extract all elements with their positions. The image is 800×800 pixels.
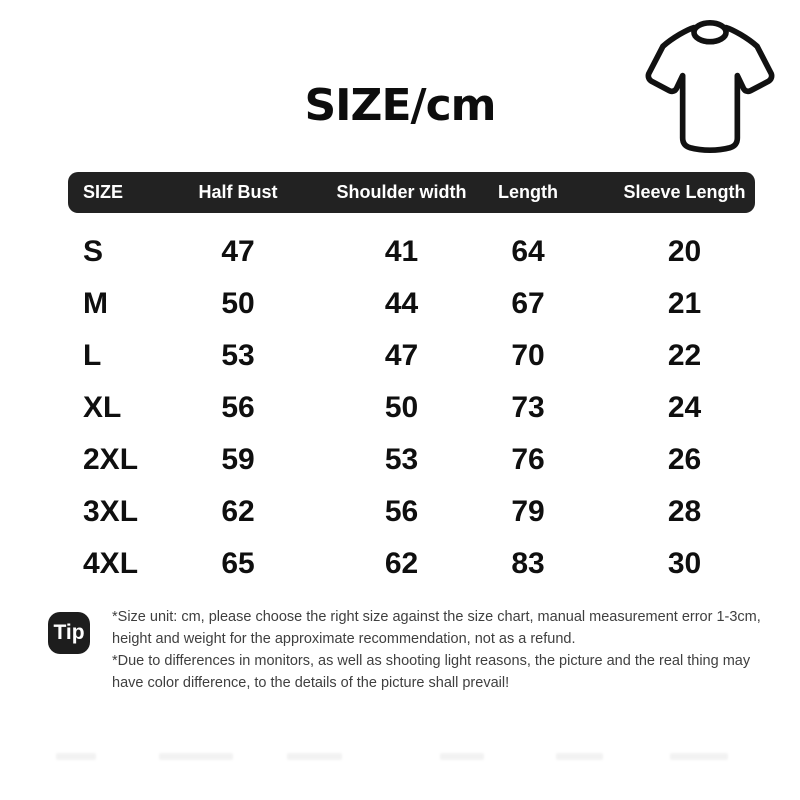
table-row bbox=[68, 486, 755, 538]
size-label: M bbox=[83, 287, 108, 320]
size-label: 2XL bbox=[83, 443, 139, 476]
tip-note-line: have color difference, to the details of the picture shall prevail! bbox=[112, 675, 510, 691]
sleeve-length-value: 20 bbox=[667, 235, 702, 268]
tip-badge bbox=[48, 612, 90, 654]
sleeve-length-value: 26 bbox=[667, 443, 702, 476]
length-value: 76 bbox=[511, 443, 545, 476]
table-header-row bbox=[68, 172, 755, 213]
half-bust-value: 65 bbox=[221, 547, 255, 580]
header-length: Length bbox=[498, 182, 558, 202]
page-title: SIZE/cm bbox=[304, 80, 496, 131]
length-value: 67 bbox=[511, 287, 545, 320]
shoulder-width-value: 44 bbox=[384, 287, 419, 320]
half-bust-value: 53 bbox=[221, 339, 255, 372]
length-value: 79 bbox=[511, 495, 545, 528]
table-row bbox=[68, 226, 755, 278]
shoulder-width-value: 41 bbox=[384, 235, 419, 268]
half-bust-value: 62 bbox=[221, 495, 255, 528]
size-label: L bbox=[83, 339, 102, 372]
half-bust-value: 59 bbox=[221, 443, 255, 476]
sleeve-length-value: 22 bbox=[667, 339, 702, 372]
faint-watermark-strip bbox=[0, 753, 800, 763]
tip-note-line: height and weight for the approximate recommendation, not as a refund. bbox=[112, 631, 576, 647]
length-value: 64 bbox=[511, 235, 545, 268]
sleeve-length-value: 24 bbox=[667, 391, 702, 424]
half-bust-value: 50 bbox=[221, 287, 255, 320]
length-value: 73 bbox=[511, 391, 545, 424]
tip-badge-label: Tip bbox=[53, 621, 85, 644]
tip-note-line: *Due to differences in monitors, as well as shooting light reasons, the picture and the real thing may bbox=[112, 653, 751, 669]
tshirt-icon bbox=[644, 12, 776, 160]
table-row bbox=[68, 330, 755, 382]
size-label: 3XL bbox=[83, 495, 139, 528]
header-size: SIZE bbox=[83, 182, 124, 202]
sleeve-length-value: 21 bbox=[667, 287, 702, 320]
size-label: XL bbox=[83, 391, 122, 424]
table-body bbox=[68, 226, 755, 590]
shoulder-width-value: 50 bbox=[384, 391, 419, 424]
length-value: 70 bbox=[511, 339, 545, 372]
size-table bbox=[68, 172, 755, 590]
shoulder-width-value: 53 bbox=[384, 443, 419, 476]
size-label: 4XL bbox=[83, 547, 139, 580]
size-label: S bbox=[83, 235, 104, 268]
tip-notes bbox=[112, 606, 764, 694]
header-shoulder-width: Shoulder width bbox=[336, 182, 467, 202]
length-value: 83 bbox=[511, 547, 545, 580]
table-row bbox=[68, 538, 755, 590]
tip-note-line: *Size unit: cm, please choose the right size against the size chart, manual measurement error 1-3cm, bbox=[112, 609, 761, 625]
sleeve-length-value: 28 bbox=[667, 495, 702, 528]
header-half-bust: Half Bust bbox=[198, 182, 278, 202]
sleeve-length-value: 30 bbox=[667, 547, 702, 580]
half-bust-value: 47 bbox=[221, 235, 255, 268]
table-row bbox=[68, 382, 755, 434]
header-sleeve-length: Sleeve Length bbox=[623, 182, 746, 202]
shoulder-width-value: 62 bbox=[384, 547, 419, 580]
shoulder-width-value: 47 bbox=[384, 339, 419, 372]
table-row bbox=[68, 278, 755, 330]
table-row bbox=[68, 434, 755, 486]
shoulder-width-value: 56 bbox=[384, 495, 419, 528]
half-bust-value: 56 bbox=[221, 391, 255, 424]
